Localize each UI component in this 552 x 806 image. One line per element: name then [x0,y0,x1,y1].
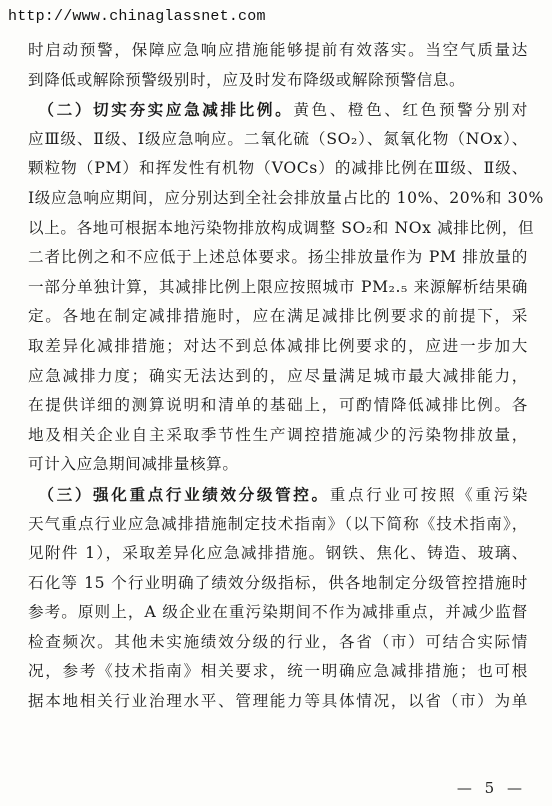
text-line [28,391,528,421]
line-text: 应急减排力度；确实无法达到的，应尽量满足城市最大减排能力， [28,366,528,385]
text-line [28,214,535,244]
line-text: 时启动预警，保障应急响应措施能够提前有效落实。当空气质量达 [28,41,528,59]
section-heading: （二）切实夯实应急减排比例。 [28,100,294,120]
text-line [28,95,528,125]
line-text: 以上。各地可根据本地污染物排放构成调整 SO₂和 NOx 减排比例，但 [28,218,535,237]
page-number: — 5 — [456,779,526,797]
line-text: 重点行业可按照《重污染 [329,485,528,504]
line-text: 颗粒物（PM）和挥发性有机物（VOCs）的减排比例在Ⅲ级、Ⅱ级、 [28,159,528,178]
text-line [28,302,528,332]
text-line [28,273,528,303]
line-text: 取差异化减排措施；对达不到总体减排比例要求的，应进一步加大 [28,336,528,355]
line-text: 二者比例之和不应低于上述总体要求。扬尘排放量作为 PM 排放量的 [28,248,528,267]
line-text: 地及相关企业自主采取季节性生产调控措施减少的污染物排放量， [28,425,528,444]
text-line [28,125,528,155]
text-line [28,480,528,510]
watermark-url: http://www.chinaglassnet.com [8,8,266,25]
line-text: 黄色、橙色、红色预警分别对 [293,101,528,120]
text-line [28,450,528,480]
section-heading: （三）强化重点行业绩效分级管控。 [28,484,330,504]
text-line [28,657,528,687]
text-line [28,687,528,717]
line-text: 可计入应急期间减排量核算。 [28,455,239,474]
line-text: 检查频次。其他未实施绩效分级的行业，各省（市）可结合实际情 [28,632,528,651]
text-line [28,569,528,599]
line-text: 在提供详细的测算说明和清单的基础上，可酌情降低减排比例。各 [28,396,528,415]
line-text: 见附件 1），采取差异化应急减排措施。钢铁、焦化、铸造、玻璃、 [28,544,528,563]
text-line [28,154,528,184]
text-line [28,184,544,214]
document-body [28,36,544,717]
text-line [28,598,528,628]
text-line [28,421,528,451]
line-text: 一部分单独计算，其减排比例上限应按照城市 PM₂.₅ 来源解析结果确 [28,277,528,296]
text-line [28,539,528,569]
text-line [28,36,528,66]
line-text: 石化等 15 个行业明确了绩效分级指标，供各地制定分级管控措施时 [28,573,528,592]
text-line [28,362,528,392]
line-text: 到降低或解除预警级别时，应及时发布降级或解除预警信息。 [28,70,466,89]
text-line [28,510,528,540]
text-line [28,66,528,96]
line-text: 况，参考《技术指南》相关要求，统一明确应急减排措施；也可根 [28,662,528,681]
text-line [28,243,528,273]
line-text: 天气重点行业应急减排措施制定技术指南》（以下简称《技术指南》， [28,514,528,533]
line-text: Ⅰ级应急响应期间，应分别达到全社会排放量占比的 10%、20%和 30% [28,188,544,207]
line-text: 据本地相关行业治理水平、管理能力等具体情况，以省（市）为单 [28,692,528,711]
text-line [28,628,528,658]
line-text: 应Ⅲ级、Ⅱ级、Ⅰ级应急响应。二氧化硫（SO₂）、氮氧化物（NOx）、 [28,129,528,148]
line-text: 定。各地在制定减排措施时，应在满足减排比例要求的前提下，采 [28,307,528,326]
line-text: 参考。原则上，A 级企业在重污染期间不作为减排重点，并减少监督 [28,603,528,622]
text-line [28,332,528,362]
